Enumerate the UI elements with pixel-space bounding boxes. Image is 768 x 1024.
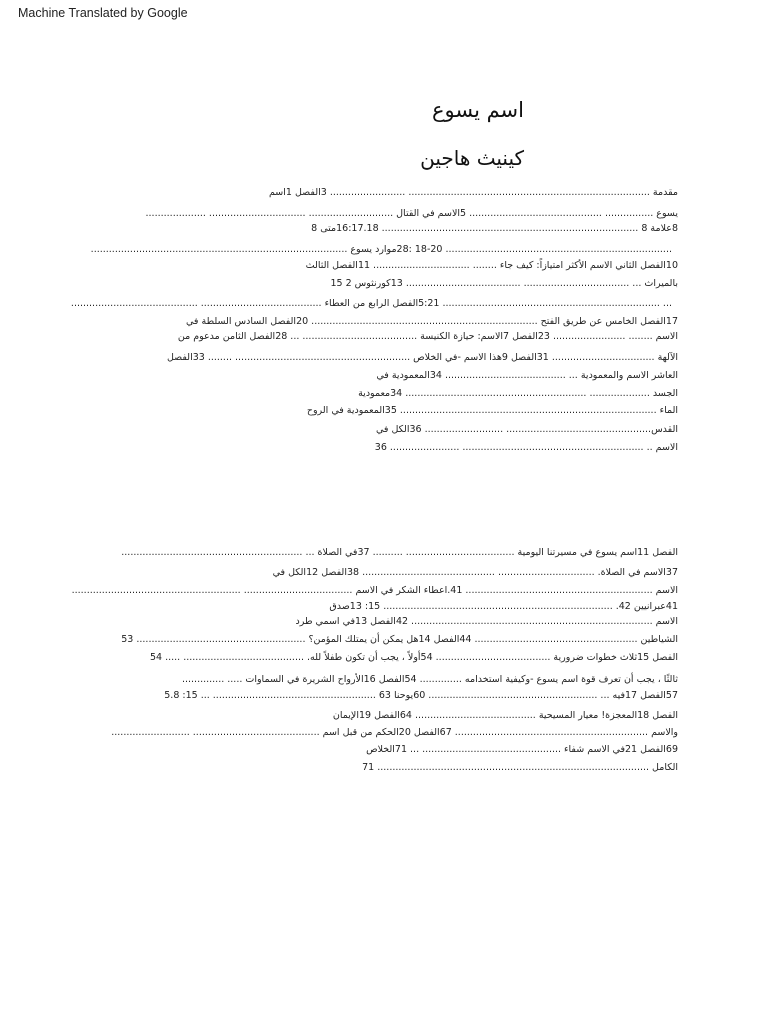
- document-author: كينيث هاجين: [420, 146, 524, 170]
- toc-line: والاسم ................................................................ 67الفصل 20الحكم من قبل اسم .......................................... ..........................: [111, 727, 678, 738]
- toc-line: يسوع ................ ............................................ 5الاسم في القتال ............................ ................................ ....................: [145, 208, 678, 219]
- toc-line: الكامل .......................................................................................... 71: [362, 762, 678, 773]
- toc-line: ... ........................................................................ 5:21الفصل الرابع من العطاء ........................................ ..........................................: [70, 298, 672, 309]
- toc-line: الجسد .................... ............................................................ 34معمودية: [358, 388, 678, 399]
- toc-line: 69الفصل 21في الاسم شفاء .............................................. ... 71الخلاص: [366, 744, 678, 755]
- toc-line: الماء ..................................................................................... 35المعمودية في الروح: [306, 405, 678, 416]
- toc-line: مقدمة ................................................................................ ......................... 3الفصل 1اسم: [268, 187, 678, 198]
- document-title: اسم يسوع: [431, 98, 524, 122]
- toc-line: الاسم ........ ........................ 23الفصل 7الاسم: حيازة الكنيسة ...................................... ... 28الفصل الثامن مدعوم من: [177, 331, 678, 342]
- toc-line: ثالثًا ، يجب أن تعرف قوة اسم يسوع -وكيفية استخدامه .............. 54الفصل 16الأرواح الشريرة في السماوات ..... ..............: [181, 674, 678, 685]
- toc-line: 10الفصل الثاني الاسم الأكثر امتيازاً: كيف جاء ........ ................................ 11الفصل الثالث: [305, 260, 678, 271]
- toc-line: الاسم ................................................................................ 42الفصل 13في اسمي طرد: [295, 616, 678, 627]
- toc-line: الفصل 15ثلاث خطوات ضرورية ...................................... 54أولاً ، يجب أن تكون طفلاً لله. ........................................ ..... 54: [149, 652, 678, 663]
- toc-line: بالميراث ... ................................... ...................................... 13كورنثوس 2 15: [330, 278, 678, 289]
- toc-line: 8علامة 8 ..................................................................................... 16:17.18متى 8: [311, 223, 678, 234]
- toc-line: العاشر الاسم والمعمودية ... ........................................ 34المعمودية في: [376, 370, 678, 381]
- toc-line: 41عبرانيين 42. ............................................................................ 15: 13صدق: [329, 601, 678, 612]
- toc-line: الاسم .. ............................................................ ....................... 36: [374, 442, 678, 453]
- toc-line: القدس................................................ .......................... 36الكل في: [376, 424, 678, 435]
- toc-line: ........................................................................... 18-20 :28موارد يسوع .....................................................................................: [90, 244, 672, 255]
- toc-line: الآلهة .................................. 31الفصل 9هذا الاسم -في الخلاص .......................................................... ........ 33الفصل: [166, 352, 678, 363]
- toc-line: 17الفصل الخامس عن طريق الفتح ........................................................................... 20الفصل السادس السلطة في: [186, 316, 678, 327]
- toc-line: الفصل 18المعجزة! معيار المسيحية ........................................ 64الفصل 19الإيمان: [332, 710, 678, 721]
- toc-line: 37الاسم في الصلاة. ................................ ............................................ 38الفصل 12الكل في: [272, 567, 678, 578]
- toc-line: 57الفصل 17فيه ... ........................................................ 60يوحنا 63 ...................................................... ... 15: 5.8: [164, 690, 678, 701]
- toc-line: الاسم .............................................................. 41.اعطاء الشكر في الاسم .................................... ........................................................: [71, 585, 678, 596]
- toc-line: الفصل 11اسم يسوع في مسيرتنا اليومية .................................... .......... 37في الصلاة ... ............................................................: [121, 547, 678, 558]
- machine-translation-banner: Machine Translated by Google: [18, 6, 188, 20]
- toc-line: الشياطين ...................................................... 44الفصل 14هل يمكن أن يمتلك المؤمن؟ ........................................................ 53: [121, 634, 678, 645]
